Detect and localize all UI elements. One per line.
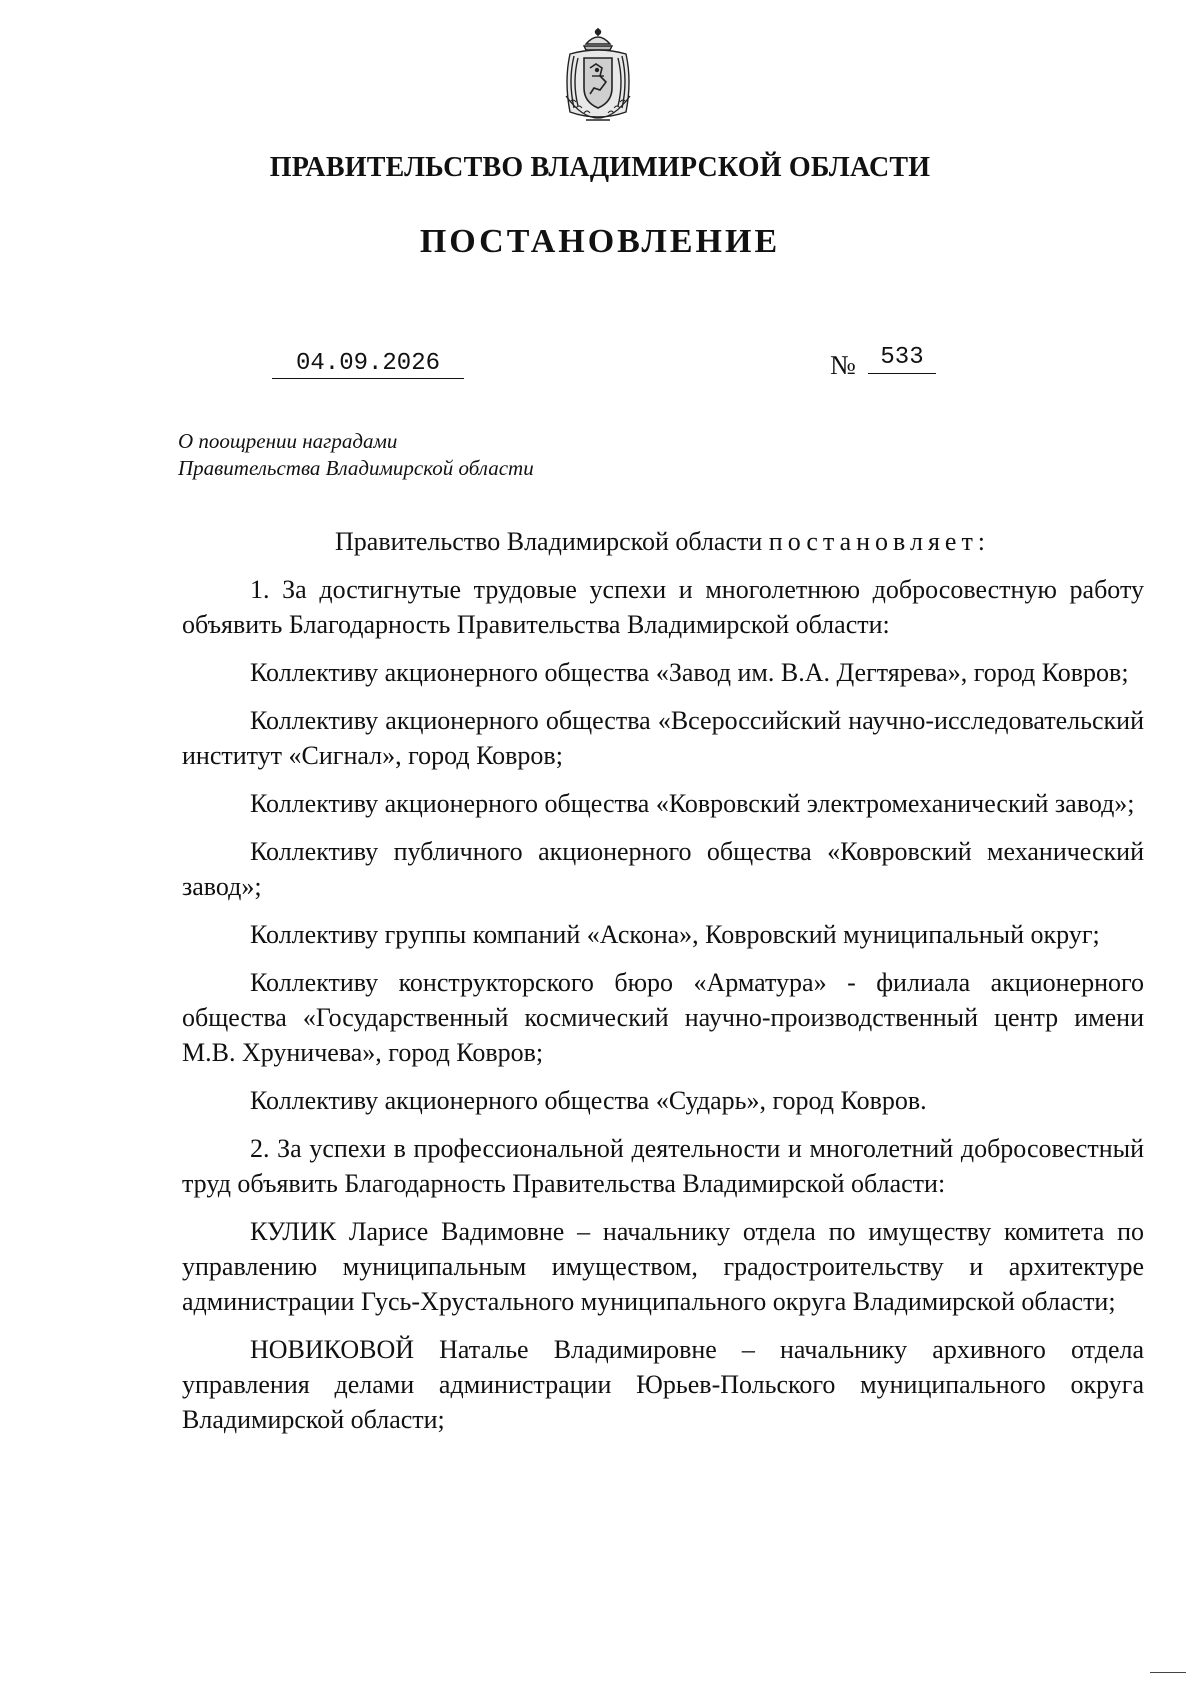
document-date: 04.09.2026: [272, 350, 464, 379]
item-1-intro: 1. За достигнутые трудовые успехи и многолетнюю добросовестную работу объявить Благодарность Правительства Владимирской области:: [182, 575, 1144, 639]
page-edge-line: [1150, 1672, 1186, 1673]
preamble-text: Правительство Владимирской области: [335, 527, 769, 556]
recipient-paragraph: Коллективу конструкторского бюро «Арматура» - филиала акционерного общества «Государственный космический научно-производственный центр имени М.В. Хруничева», город Ковров;: [182, 968, 1144, 1067]
document-subject: [178, 428, 534, 482]
recipient-paragraph: Коллективу акционерного общества «Ковровский электромеханический завод»;: [250, 789, 1135, 818]
subject-line: О поощрении наградами: [178, 429, 398, 453]
vladimir-oblast-coat-of-arms-icon: [556, 26, 640, 124]
preamble-decree-word: постановляет:: [768, 527, 991, 556]
recipient-paragraph: КУЛИК Ларисе Вадимовне – начальнику отдела по имуществу комитета по управлению муниципальным имуществом, градостроительству и архитектуре администрации Гусь-Хрустального муниципального округа Владимирской области;: [182, 1217, 1144, 1316]
subject-line: Правительства Владимирской области: [178, 456, 534, 480]
item-2-intro: 2. За успехи в профессиональной деятельности и многолетний добросовестный труд объявить Благодарность Правительства Владимирской области:: [182, 1134, 1144, 1198]
recipient-paragraph: Коллективу акционерного общества «Всероссийский научно-исследовательский институт «Сигнал», город Ковров;: [182, 706, 1144, 770]
recipient-paragraph: НОВИКОВОЙ Наталье Владимировне – начальнику архивного отдела управления делами администрации Юрьев-Польского муниципального округа Владимирской области;: [182, 1335, 1144, 1434]
preamble: [182, 524, 1144, 559]
document-body: [182, 524, 1144, 1450]
government-title: ПРАВИТЕЛЬСТВО ВЛАДИМИРСКОЙ ОБЛАСТИ: [269, 152, 931, 183]
recipient-paragraph: Коллективу акционерного общества «Завод им. В.А. Дегтярева», город Ковров;: [250, 658, 1129, 687]
recipient-paragraph: Коллективу публичного акционерного общества «Ковровский механический завод»;: [182, 837, 1144, 901]
number-sign: №: [830, 350, 856, 380]
recipient-paragraph: Коллективу акционерного общества «Сударь», город Ковров.: [250, 1086, 927, 1115]
document-number: 533: [868, 344, 936, 374]
recipient-paragraph: Коллективу группы компаний «Аскона», Ковровский муниципальный округ;: [250, 920, 1100, 949]
document-type-title: ПОСТАНОВЛЕНИЕ: [419, 223, 781, 260]
